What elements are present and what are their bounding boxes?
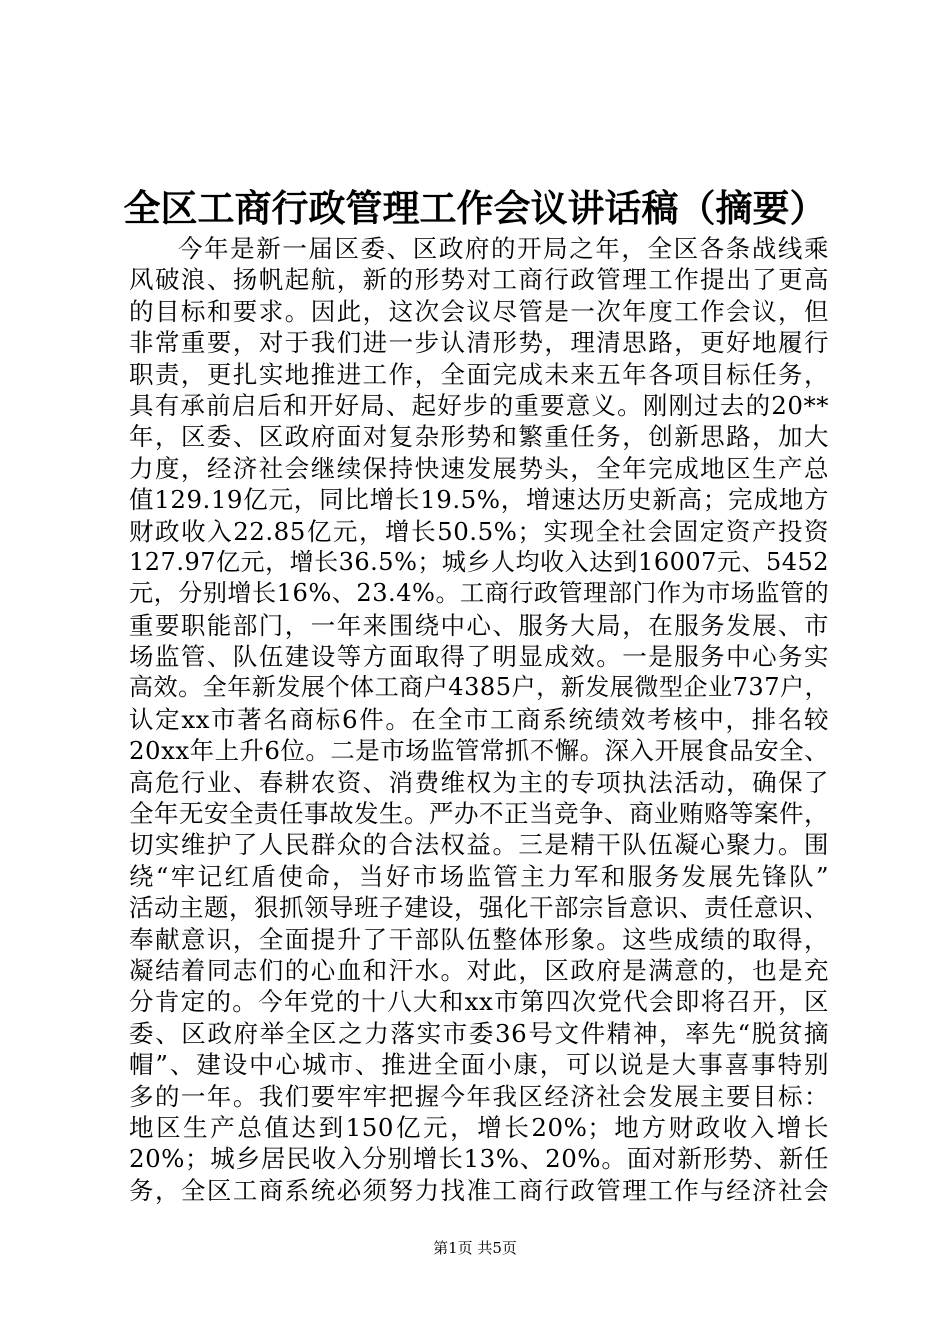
document-title: 全区工商行政管理工作会议讲话稿（摘要） [123, 186, 827, 230]
body-line: 多的一年。我们要牢牢把握今年我区经济社会发展主要目标： [129, 1081, 829, 1111]
body-line: 127.97亿元，增长36.5%；城乡人均收入达到16007元、5452 [129, 547, 830, 576]
body-line: 元，分别增长16%、23.4%。工商行政管理部门作为市场监管的 [129, 579, 830, 608]
body-line: 奉献意识，全面提升了干部队伍整体形象。这些成绩的取得， [129, 924, 829, 954]
body-line: 的目标和要求。因此，这次会议尽管是一次年度工作会议，但 [129, 296, 829, 326]
body-line: 场监管、队伍建设等方面取得了明显成效。一是服务中心务实 [129, 642, 829, 672]
page-footer: 第1页 共5页 [433, 1239, 517, 1257]
body-line: 切实维护了人民群众的合法权益。三是精干队伍凝心聚力。围 [129, 830, 829, 860]
body-line: 20xx年上升6位。二是市场监管常抓不懈。深入开展食品安全、 [129, 736, 829, 766]
body-line: 委、区政府举全区之力落实市委36号文件精神，率先“脱贫摘 [129, 1018, 829, 1048]
body-line: 绕“牢记红盾使命，当好市场监管主力军和服务发展先锋队” [129, 861, 829, 891]
body-line: 职责，更扎实地推进工作，全面完成未来五年各项目标任务， [129, 359, 829, 389]
body-line: 帽”、建设中心城市、推进全面小康，可以说是大事喜事特别 [129, 1050, 829, 1080]
body-line: 高危行业、春耕农资、消费维权为主的专项执法活动，确保了 [129, 767, 829, 797]
body-line: 分肯定的。今年党的十八大和xx市第四次党代会即将召开，区 [129, 987, 829, 1017]
body-line: 风破浪、扬帆起航，新的形势对工商行政管理工作提出了更高 [129, 265, 829, 295]
body-line: 20%；城乡居民收入分别增长13%、20%。面对新形势、新任 [129, 1144, 829, 1174]
body-line: 具有承前启后和开好局、起好步的重要意义。刚刚过去的20** [129, 390, 829, 420]
body-line: 认定xx市著名商标6件。在全市工商系统绩效考核中，排名较 [129, 704, 829, 734]
body-line: 凝结着同志们的心血和汗水。对此，区政府是满意的，也是充 [129, 955, 829, 985]
body-line: 力度，经济社会继续保持快速发展势头，全年完成地区生产总 [129, 453, 829, 483]
body-line: 活动主题，狠抓领导班子建设，强化干部宗旨意识、责任意识、 [129, 893, 829, 923]
body-line: 重要职能部门，一年来围绕中心、服务大局，在服务发展、市 [129, 610, 829, 640]
body-line: 今年是新一届区委、区政府的开局之年，全区各条战线乘 [178, 234, 829, 263]
document-body [129, 233, 829, 1206]
body-line: 非常重要，对于我们进一步认清形势，理清思路，更好地履行 [129, 328, 829, 358]
body-line: 财政收入22.85亿元，增长50.5%；实现全社会固定资产投资 [129, 516, 829, 546]
body-line: 务，全区工商系统必须努力找准工商行政管理工作与经济社会 [129, 1175, 829, 1205]
body-line: 全年无安全责任事故发生。严办不正当竞争、商业贿赂等案件， [129, 799, 829, 829]
body-line: 值129.19亿元，同比增长19.5%，增速达历史新高；完成地方 [129, 485, 829, 515]
body-line: 地区生产总值达到150亿元，增长20%；地方财政收入增长 [129, 1112, 829, 1142]
body-line: 年，区委、区政府面对复杂形势和繁重任务，创新思路，加大 [129, 422, 829, 452]
body-line: 高效。全年新发展个体工商户4385户，新发展微型企业737户， [129, 673, 830, 702]
